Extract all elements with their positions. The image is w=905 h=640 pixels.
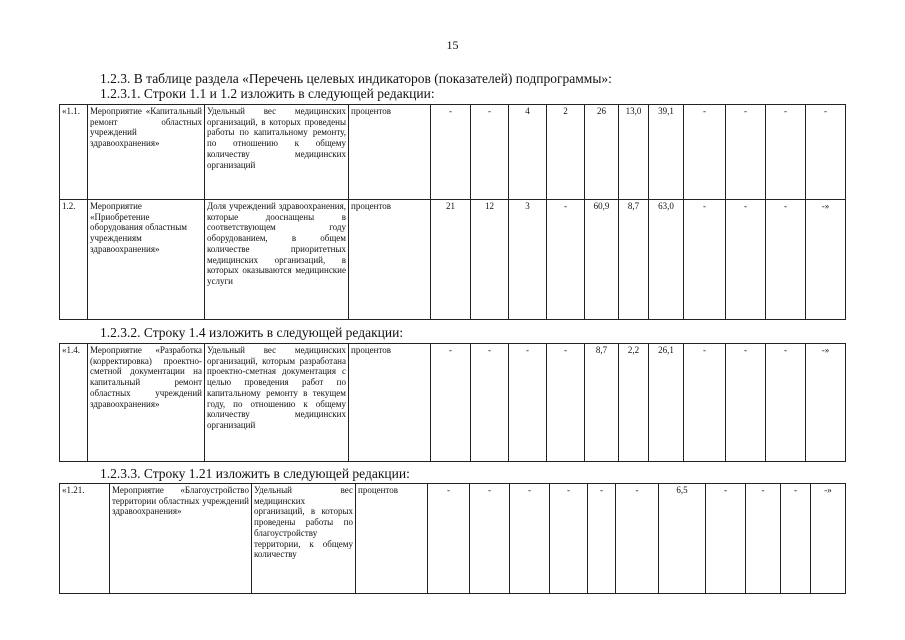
measure-name: Мероприятие «Капитальный ремонт областных учреждений здравоохранения»	[88, 105, 205, 200]
indicator-value: 3	[509, 200, 547, 320]
indicator-value: -	[470, 484, 510, 594]
indicator-value: -	[550, 484, 588, 594]
indicator-value: 8,7	[585, 344, 619, 462]
subsection-heading-1-2-3-3: 1.2.3.3. Строку 1.21 изложить в следующей редакции:	[100, 466, 410, 481]
indicator-value: -	[431, 344, 471, 462]
table-row	[60, 105, 846, 200]
table-row	[60, 344, 846, 462]
indicator-name: Удельный вес медицинских организаций, в которых проведены работы по благоустройству территории, к общему количеству	[252, 484, 356, 594]
subsection-heading-1-2-3-1: 1.2.3.1. Строки 1.1 и 1.2 изложить в следующей редакции:	[100, 86, 435, 101]
indicator-value: -	[428, 484, 470, 594]
indicator-value: -	[766, 344, 806, 462]
unit-of-measure: процентов	[349, 344, 431, 462]
indicator-value: -	[706, 484, 746, 594]
indicator-value: -	[766, 105, 806, 200]
row-number: «1.21.	[60, 484, 110, 594]
indicator-value: -»	[806, 344, 846, 462]
unit-of-measure: процентов	[356, 484, 428, 594]
indicator-value: 39,1	[649, 105, 684, 200]
indicator-value: -	[781, 484, 811, 594]
indicator-value: 63,0	[649, 200, 684, 320]
indicator-name: Доля учреждений здравоохранения, которые дооснащены в соответствующем году оборудованием, в общем количестве приоритетных медицинских организаций, в которых оказываются медицинские услуги	[205, 200, 349, 320]
indicator-value: -	[684, 200, 726, 320]
indicator-value: -	[547, 200, 585, 320]
indicator-value: -	[616, 484, 659, 594]
indicator-value: -	[431, 105, 471, 200]
indicator-value: -	[806, 105, 846, 200]
indicator-value: 21	[431, 200, 471, 320]
indicator-value: 60,9	[585, 200, 619, 320]
indicator-value: -	[547, 344, 585, 462]
indicator-value: -	[510, 484, 550, 594]
indicator-value: -	[588, 484, 616, 594]
indicator-name: Удельный вес медицинских организаций, в которых проведены работы по капитальному ремонту, по отношению к общему количеству медицинских организаций	[205, 105, 349, 200]
section-heading: 1.2.3. В таблице раздела «Перечень целевых индикаторов (показателей) подпрограммы»:	[100, 71, 612, 86]
measure-name: Мероприятие «Разработка (корректировка) проектно-сметной документации на капитальный ремонт областных учреждений здравоохранения»	[88, 344, 205, 462]
row-number: «1.4.	[60, 344, 88, 462]
indicator-value: -»	[811, 484, 846, 594]
indicators-table-row-1-21	[59, 483, 846, 594]
indicator-value: 12	[471, 200, 509, 320]
indicator-value: -	[766, 200, 806, 320]
indicator-value: 2,2	[619, 344, 649, 462]
indicator-value: 4	[509, 105, 547, 200]
indicator-value: 8,7	[619, 200, 649, 320]
indicator-value: 13,0	[619, 105, 649, 200]
row-number: «1.1.	[60, 105, 88, 200]
indicators-table-row-1-4	[59, 343, 846, 462]
subsection-heading-1-2-3-2: 1.2.3.2. Строку 1.4 изложить в следующей редакции:	[100, 325, 404, 340]
indicator-value: 26	[585, 105, 619, 200]
unit-of-measure: процентов	[349, 200, 431, 320]
indicator-name: Удельный вес медицинских организаций, которым разработана проектно-сметная документация с целью проведения работ по капитальному ремонту в текущем году, по отношению к общему количеству медицинских организаций	[205, 344, 349, 462]
table-row	[60, 200, 846, 320]
indicator-value: -	[471, 105, 509, 200]
row-number: 1.2.	[60, 200, 88, 320]
page-number: 15	[446, 38, 459, 52]
indicator-value: -	[726, 105, 766, 200]
indicator-value: -	[726, 344, 766, 462]
indicator-value: -»	[806, 200, 846, 320]
unit-of-measure: процентов	[349, 105, 431, 200]
indicator-value: -	[726, 200, 766, 320]
indicator-value: -	[471, 344, 509, 462]
measure-name: Мероприятие «Благоустройство территории областных учреждений здравоохранения»	[110, 484, 252, 594]
indicator-value: 6,5	[659, 484, 706, 594]
indicator-value: 26,1	[649, 344, 684, 462]
indicators-table-rows-1-1-1-2	[59, 104, 846, 320]
indicator-value: 2	[547, 105, 585, 200]
indicator-value: -	[746, 484, 781, 594]
indicator-value: -	[684, 105, 726, 200]
indicator-value: -	[509, 344, 547, 462]
indicator-value: -	[684, 344, 726, 462]
table-row	[60, 484, 846, 594]
measure-name: Мероприятие «Приобретение оборудования областным учреждениям здравоохранения»	[88, 200, 205, 320]
